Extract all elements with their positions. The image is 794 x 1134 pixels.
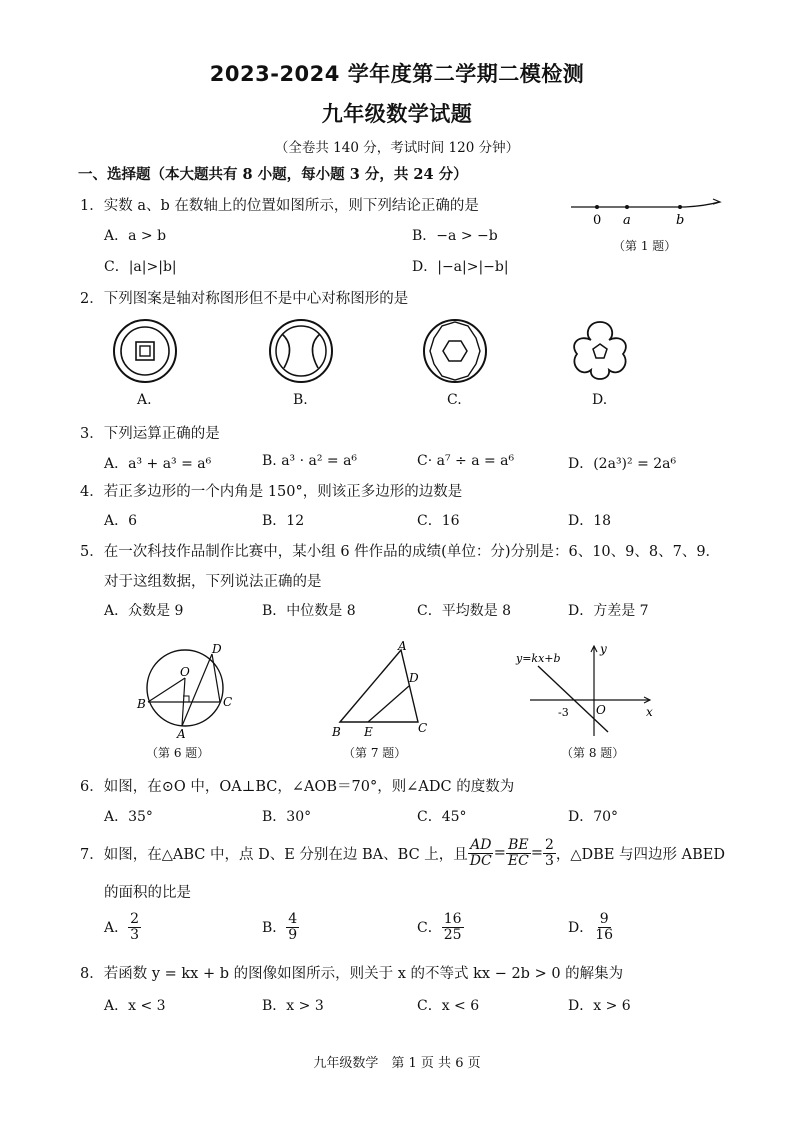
q5-option-b: B．中位数是 8 bbox=[262, 603, 356, 619]
q3-stem: 3．下列运算正确的是 bbox=[80, 426, 220, 442]
q7-option-d: D． $\frac{9}{16}$ bbox=[568, 911, 614, 943]
q7-option-b: B． $\frac{4}{9}$ bbox=[262, 911, 298, 943]
q6-option-d: D．70° bbox=[568, 809, 619, 825]
q1-stem: 1．实数 a、b 在数轴上的位置如图所示，则下列结论正确的是 bbox=[80, 198, 479, 214]
point-b bbox=[678, 205, 682, 209]
q1-option-d: D．|−a|>|−b| bbox=[412, 259, 509, 275]
label-zero: 0 bbox=[593, 213, 602, 228]
q8-option-a: A．x < 3 bbox=[104, 998, 166, 1014]
label-b: b bbox=[676, 213, 685, 228]
q2-stem: 2．下列图案是轴对称图形但不是中心对称图形的是 bbox=[80, 291, 409, 307]
page-footer: 九年级数学 第 1 页 共 6 页 bbox=[313, 1056, 481, 1071]
q4-option-c: C．16 bbox=[417, 513, 460, 529]
q8-option-d: D．x > 6 bbox=[568, 998, 631, 1014]
svg-text:A: A bbox=[177, 727, 186, 740]
number-line-figure bbox=[565, 190, 725, 230]
q6-option-b: B．30° bbox=[262, 809, 312, 825]
q3-option-c: C· a⁷ ÷ a = a⁶ bbox=[417, 453, 515, 469]
q7-triangle-figure bbox=[326, 640, 436, 740]
q2-figure-a bbox=[110, 316, 180, 386]
q6-caption: （第 6 题） bbox=[146, 746, 210, 760]
q5-option-a: A．众数是 9 bbox=[104, 603, 184, 619]
svg-text:C: C bbox=[418, 721, 428, 735]
svg-text:D: D bbox=[409, 671, 419, 685]
svg-text:O: O bbox=[180, 665, 190, 679]
q1-option-a: A．a > b bbox=[104, 228, 167, 244]
point-zero bbox=[595, 205, 599, 209]
q5-stem: 5．在一次科技作品制作比赛中，某小组 6 件作品的成绩(单位：分)分别是：6、10、9、8、7、9． bbox=[80, 544, 721, 560]
q1-caption: （第 1 题） bbox=[613, 239, 677, 253]
svg-text:x: x bbox=[646, 705, 653, 719]
point-a bbox=[625, 205, 629, 209]
q8-caption: （第 8 题） bbox=[561, 746, 625, 760]
svg-text:C: C bbox=[223, 695, 233, 709]
q5-option-c: C．平均数是 8 bbox=[417, 603, 512, 619]
q6-circle-figure bbox=[130, 640, 240, 740]
q5-stem-line2: 对于这组数据，下列说法正确的是 bbox=[104, 574, 322, 590]
q1-option-b: B．−a > −b bbox=[412, 228, 498, 244]
svg-text:-3: -3 bbox=[558, 706, 569, 719]
q8-option-b: B．x > 3 bbox=[262, 998, 324, 1014]
q2-option-d: D. bbox=[592, 392, 608, 408]
q1-option-c: C．|a|>|b| bbox=[104, 259, 177, 275]
q2-option-a: A. bbox=[137, 392, 152, 408]
exam-title: 2023-2024 学年度第二学期二模检测 bbox=[209, 62, 585, 86]
q6-option-a: A．35° bbox=[104, 809, 153, 825]
arrow-icon bbox=[713, 199, 720, 204]
svg-text:B: B bbox=[332, 725, 341, 739]
q8-graph-figure bbox=[510, 640, 660, 740]
section-heading: 一、选择题（本大题共有 8 小题，每小题 3 分，共 24 分） bbox=[78, 166, 468, 183]
q8-option-c: C．x < 6 bbox=[417, 998, 480, 1014]
q7-caption: （第 7 题） bbox=[343, 746, 407, 760]
svg-text:B: B bbox=[137, 697, 146, 711]
number-line bbox=[571, 202, 719, 207]
q2-option-b: B. bbox=[293, 392, 308, 408]
q3-option-b: B. a³ · a² = a⁶ bbox=[262, 453, 358, 469]
q7-stem-line2: 的面积的比是 bbox=[104, 885, 191, 901]
q3-option-d: D．(2a³)² = 2a⁶ bbox=[568, 456, 677, 472]
svg-text:y=kx+b: y=kx+b bbox=[516, 652, 561, 665]
q4-option-d: D．18 bbox=[568, 513, 612, 529]
q3-option-a: A．a³ + a³ = a⁶ bbox=[104, 456, 212, 472]
q5-option-d: D．方差是 7 bbox=[568, 603, 649, 619]
svg-text:O: O bbox=[596, 703, 606, 717]
label-a: a bbox=[623, 213, 631, 228]
q4-stem: 4．若正多边形的一个内角是 150°，则该正多边形的边数是 bbox=[80, 484, 463, 500]
exam-subtitle: 九年级数学试题 bbox=[321, 102, 473, 126]
q2-figure-b bbox=[266, 316, 336, 386]
svg-text:y: y bbox=[600, 642, 607, 656]
q6-option-c: C．45° bbox=[417, 809, 467, 825]
q2-option-c: C. bbox=[447, 392, 462, 408]
q8-stem: 8．若函数 y = kx + b 的图像如图所示，则关于 x 的不等式 kx − 2b > 0 的解集为 bbox=[80, 966, 624, 982]
q7-stem: 7．如图，在△ABC 中，点 D、E 分别在边 BA、BC 上，且 $\frac{AD}{DC}$ = $\frac{BE}{EC}$ = $\frac{2}{3}$ ，△DBE 与四边形 ABED bbox=[80, 836, 725, 869]
q7-option-a: A． $\frac{2}{3}$ bbox=[104, 911, 140, 943]
q4-option-b: B．12 bbox=[262, 513, 305, 529]
svg-text:A: A bbox=[398, 640, 407, 653]
q2-figure-c bbox=[420, 316, 490, 386]
q4-option-a: A．6 bbox=[104, 513, 138, 529]
q6-stem: 6．如图，在⊙O 中，OA⊥BC，∠AOB＝70°，则∠ADC 的度数为 bbox=[80, 779, 515, 795]
q7-option-c: C． $\frac{16}{25}$ bbox=[417, 911, 462, 943]
svg-text:E: E bbox=[364, 725, 373, 739]
q2-figure-d bbox=[565, 316, 635, 386]
svg-text:D: D bbox=[212, 642, 222, 656]
exam-meta: （全卷共 140 分，考试时间 120 分钟） bbox=[274, 140, 520, 156]
